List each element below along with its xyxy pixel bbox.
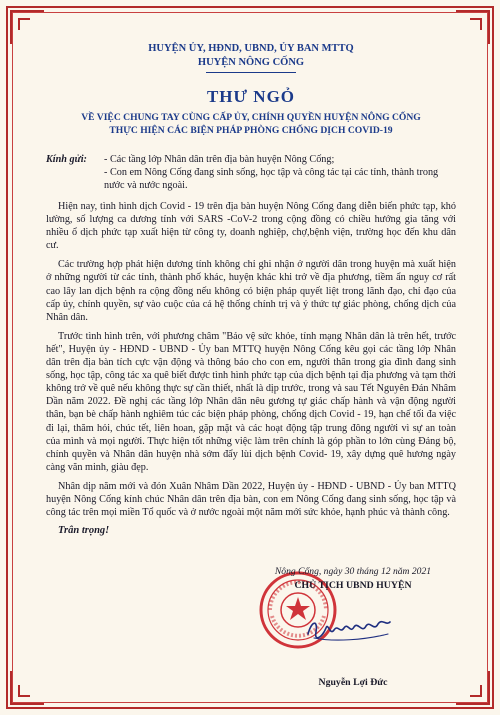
org-line-2: HUYỆN NÔNG CỐNG bbox=[197, 57, 305, 68]
signature-block bbox=[258, 566, 448, 688]
paragraph: Các trường hợp phát hiện dương tính không chỉ ghi nhận ở người dân trong huyện mà xuất hiện ở những người từ các tỉnh, thành phố khác, huyện khác khi trở về địa phương, tiềm ẩn nguy cơ rất cao lây lan dịch bệnh ra cộng đồng nếu không có biện pháp quyết liệt trong lãnh đạo, chỉ đạo của cấp ủy, chính quyền, sự vào cuộc của cả hệ thống chính trị và ý thức tự giác phòng, chống dịch của Nhân dân. bbox=[46, 259, 456, 323]
letter-paragraphs bbox=[46, 200, 456, 519]
subtitle-line-1: VỀ VIỆC CHUNG TAY CÙNG CẤP ỦY, CHÍNH QUYỀN HUYỆN NÔNG CỐNG bbox=[81, 112, 421, 123]
letter-body bbox=[46, 42, 456, 536]
place-and-date: Nông Cống, ngày 30 tháng 12 năm 2021 bbox=[274, 566, 432, 577]
document-title: THƯ NGỎ bbox=[206, 87, 296, 106]
signer-name: Nguyễn Lợi Đức bbox=[318, 677, 388, 688]
org-line-1: HUYỆN ỦY, HĐND, UBND, ỦY BAN MTTQ bbox=[148, 43, 354, 54]
org-underline bbox=[206, 72, 296, 73]
greeting-recipients bbox=[104, 153, 456, 192]
paragraph: Nhân dịp năm mới và đón Xuân Nhâm Dần 2022, Huyện ủy - HĐND - UBND - Ủy ban MTTQ huyện Nông Cống kính chúc Nhân dân trên địa bàn, con em Nông Cống đang sinh sống, học tập và công tác trên mọi miền Tổ quốc và ở nước ngoài một năm mới sức khỏe, hạnh phúc và thành công. bbox=[46, 480, 456, 519]
subtitle-line-2: THỰC HIỆN CÁC BIỆN PHÁP PHÒNG CHỐNG DỊCH COVID-19 bbox=[109, 125, 393, 136]
issuing-organization bbox=[46, 42, 456, 73]
recipient-item: - Con em Nông Cống đang sinh sống, học tập và công tác tại các tỉnh, thành trong nước và nước ngoài. bbox=[104, 167, 439, 191]
paragraph: Hiện nay, tình hình dịch Covid - 19 trên địa bàn huyện Nông Cống đang diễn biến phức tạp, khó lường, số lượng ca dương tính với SARS -CoV-2 trong cộng đồng có chiều hướng gia tăng với nhiều ổ dịch phức tạp xuất hiện từ công ty, doanh nghiệp, chợ,bệnh viện, trường học đến khu dân cư. bbox=[46, 201, 456, 252]
greeting-label: Kính gửi: bbox=[46, 154, 87, 165]
greeting bbox=[46, 153, 456, 192]
recipient-item: - Các tầng lớp Nhân dân trên địa bàn huyện Nông Cống; bbox=[104, 154, 335, 165]
signer-title: CHỦ TỊCH UBND HUYỆN bbox=[294, 580, 412, 591]
closing-line: Trân trọng! bbox=[58, 525, 110, 537]
document-subtitle bbox=[46, 111, 456, 137]
paragraph: Trước tình hình trên, với phương châm "Bảo vệ sức khỏe, tính mạng Nhân dân là trên hết, trước hết", Huyện ủy - HĐND - UBND - Ủy ban MTTQ huyện Nông Cống kêu gọi các tầng lớp Nhân dân trên địa bàn tích cực vận động và thông báo cho con em, người thân trong gia đình đang sinh sống, học tập, công tác xa quê biết được tình hình phức tạp của dịch bệnh tại địa phương và tạm thời không trở về quê nếu không thực sự cần thiết, nhất là dịp trước, trong và sau Tết Nguyên Đán Nhâm Dần năm 2022. Đề nghị các tầng lớp Nhân dân nêu gương tự giác chấp hành và vận động người thân, bạn bè chấp hành nghiêm túc các biện pháp phòng, chống dịch Covid - 19, hạn chế tối đa việc đi lại, thăm hỏi, chúc tết, liên hoan, gặp mặt và các hoạt động tập trung đông người vì sự an toàn của mình và mọi người. Thực hiện tốt những việc làm trên chính là góp phần to lớn cùng Đảng bộ, chính quyền và Nhân dân huyện nhà sớm đẩy lùi dịch bệnh Covid- 19, xây dựng quê hương ngày càng văn minh, giàu đẹp. bbox=[46, 330, 456, 473]
handwritten-signature bbox=[304, 612, 394, 646]
